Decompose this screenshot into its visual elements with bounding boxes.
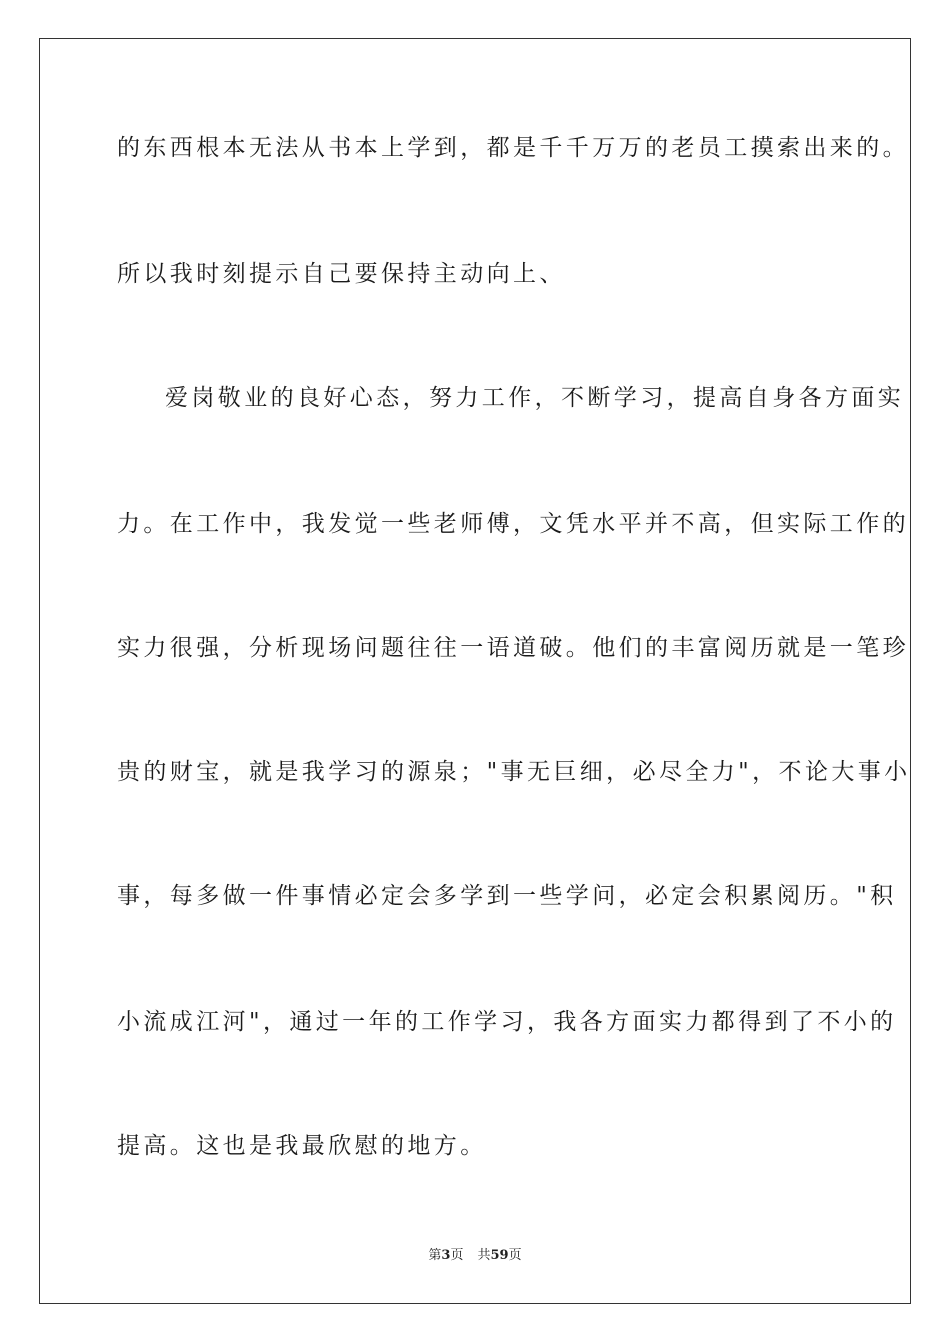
total-prefix: 共 xyxy=(477,1248,491,1263)
paragraph-line: 所以我时刻提示自己要保持主动向上、 xyxy=(117,261,566,287)
page-footer xyxy=(0,1247,950,1265)
paragraph-line: 事，每多做一件事情必定会多学到一些学问，必定会积累阅历。"积 xyxy=(117,883,897,909)
current-page-number: 3 xyxy=(441,1248,451,1263)
total-page-count: 59 xyxy=(490,1248,509,1263)
page-suffix: 页 xyxy=(450,1248,464,1263)
page-prefix: 第 xyxy=(428,1248,442,1263)
paragraph-line: 实力很强，分析现场问题往往一语道破。他们的丰富阅历就是一笔珍 xyxy=(117,635,909,661)
page-border xyxy=(39,38,911,1304)
paragraph-line: 的东西根本无法从书本上学到，都是千千万万的老员工摸索出来的。 xyxy=(117,135,909,161)
paragraph-line: 小流成江河"，通过一年的工作学习，我各方面实力都得到了不小的 xyxy=(117,1009,897,1035)
paragraph-line: 贵的财宝，就是我学习的源泉；"事无巨细，必尽全力"，不论大事小 xyxy=(117,759,911,785)
paragraph-line: 力。在工作中，我发觉一些老师傅，文凭水平并不高，但实际工作的 xyxy=(117,511,909,537)
paragraph-line: 提高。这也是我最欣慰的地方。 xyxy=(117,1133,487,1159)
paragraph-line: 爱岗敬业的良好心态，努力工作，不断学习，提高自身各方面实 xyxy=(165,385,905,411)
total-suffix: 页 xyxy=(508,1248,522,1263)
